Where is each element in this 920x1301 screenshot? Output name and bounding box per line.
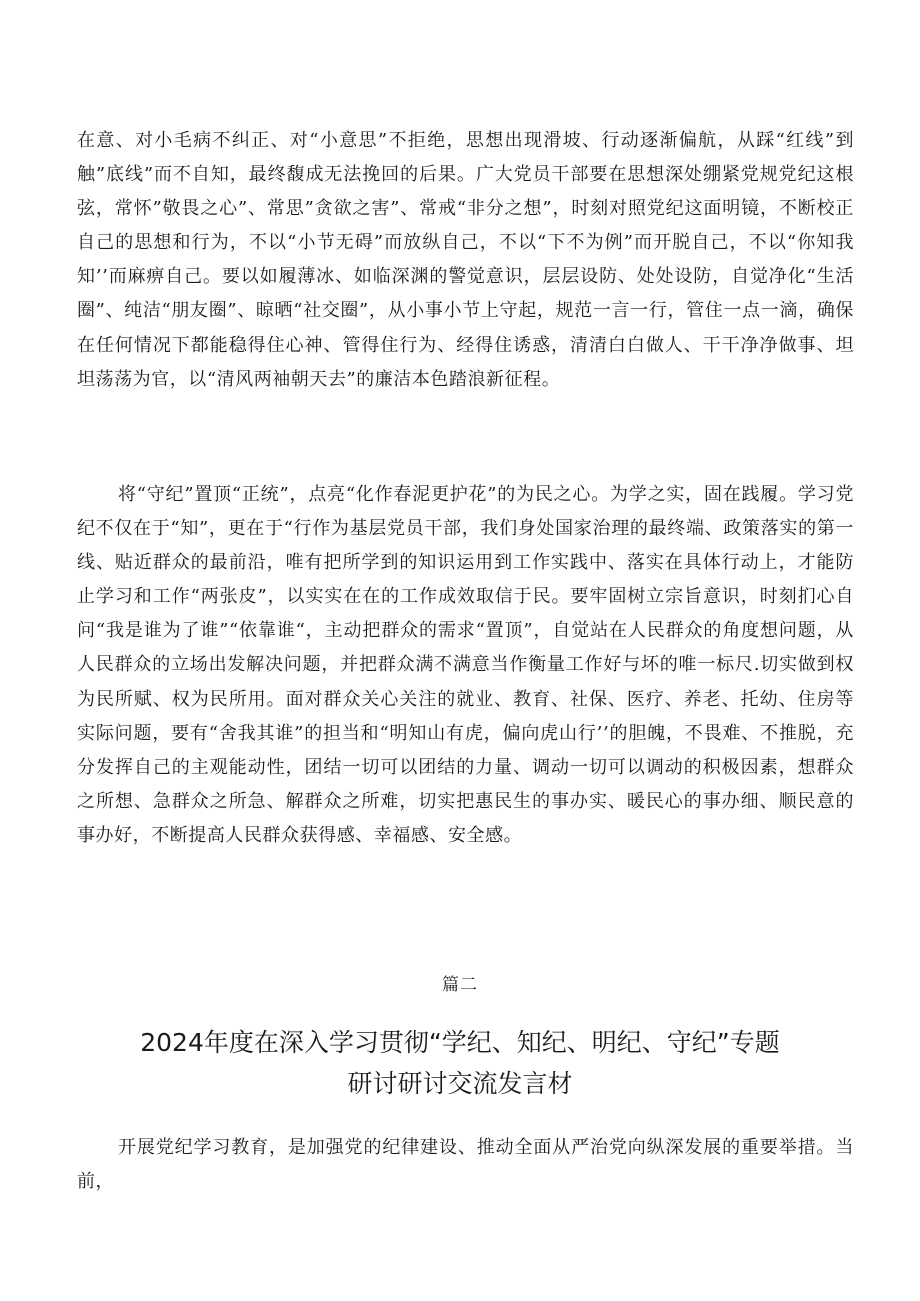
section-label: 篇二 <box>442 975 478 995</box>
document-title <box>90 1022 830 1104</box>
body-paragraph-continuation: 在意、对小毛病不纠正、对“小意思”不拒绝，思想出现滑坡、行动逐渐偏航，从踩“红线”到触”底线”而不自知，最终馥成无法挽回的后果。广大党员干部要在思想深处绷紧党规党纪这根弦，常怀”敬畏之心”、常思”贪欲之害”、常戒“非分之想”，时刻对照党纪这面明镜，不断校正自己的思想和行为，不以“小节无碍”而放纵自己，不以“下不为例”而开脱自己，不以“你知我知’’而麻痹自己。要以如履薄冰、如临深渊的警觉意识，层层设防、处处设防，自觉净化“生活圈”、纯洁“朋友圈”、晾晒“社交圈”，从小事小节上守起，规范一言一行，管住一点一滴，确保在任何情况下都能稳得住心神、管得住行为、经得住诱惑，清清白白做人、干干净净做事、坦坦荡荡为官，以“清风两袖朝天去”的廉洁本色踏浪新征程。 <box>77 130 854 390</box>
title-line-1: 2024年度在深入学习贯彻“学纪、知纪、明纪、守纪”专题 <box>140 1028 780 1057</box>
body-paragraph-service: 将“守纪”置顶“正统”，点亮“化作春泥更护花”的为民之心。为学之实，固在践履。学习党纪不仅在于“知”，更在于“行作为基层党员干部，我们身处国家治理的最终端、政策落实的第一线、贴近群众的最前沿，唯有把所学到的知识运用到工作实践中、落实在具体行动上，才能防止学习和工作“两张皮”，以实实在在的工作成效取信于民。要牢固树立宗旨意识，时刻扪心自问“我是谁为了谁”“依靠谁“，主动把群众的需求“置顶”，自觉站在人民群众的角度想问题，从人民群众的立场出发解决问题，并把群众满不满意当作衡量工作好与坏的唯一标尺.切实做到权为民所赋、权为民所用。面对群众关心关注的就业、教育、社保、医疗、养老、托幼、住房等实际问题，要有“舍我其谁”的担当和“明知山有虎，偏向虎山行’’的胆魄，不畏难、不推脱，充分发挥自己的主观能动性，团结一切可以团结的力量、调动一切可以调动的积极因素，想群众之所想、急群众之所急、解群众之所难，切实把惠民生的事办实、暖民心的事办细、顺民意的事办好，不断提高人民群众获得感、幸福感、安全感。 <box>77 484 854 846</box>
title-line-2: 研讨研讨交流发言材 <box>347 1069 573 1098</box>
opening-paragraph: 开展党纪学习教育，是加强党的纪律建设、推动全面从严治党向纵深发展的重要举措。当前， <box>77 1137 854 1193</box>
